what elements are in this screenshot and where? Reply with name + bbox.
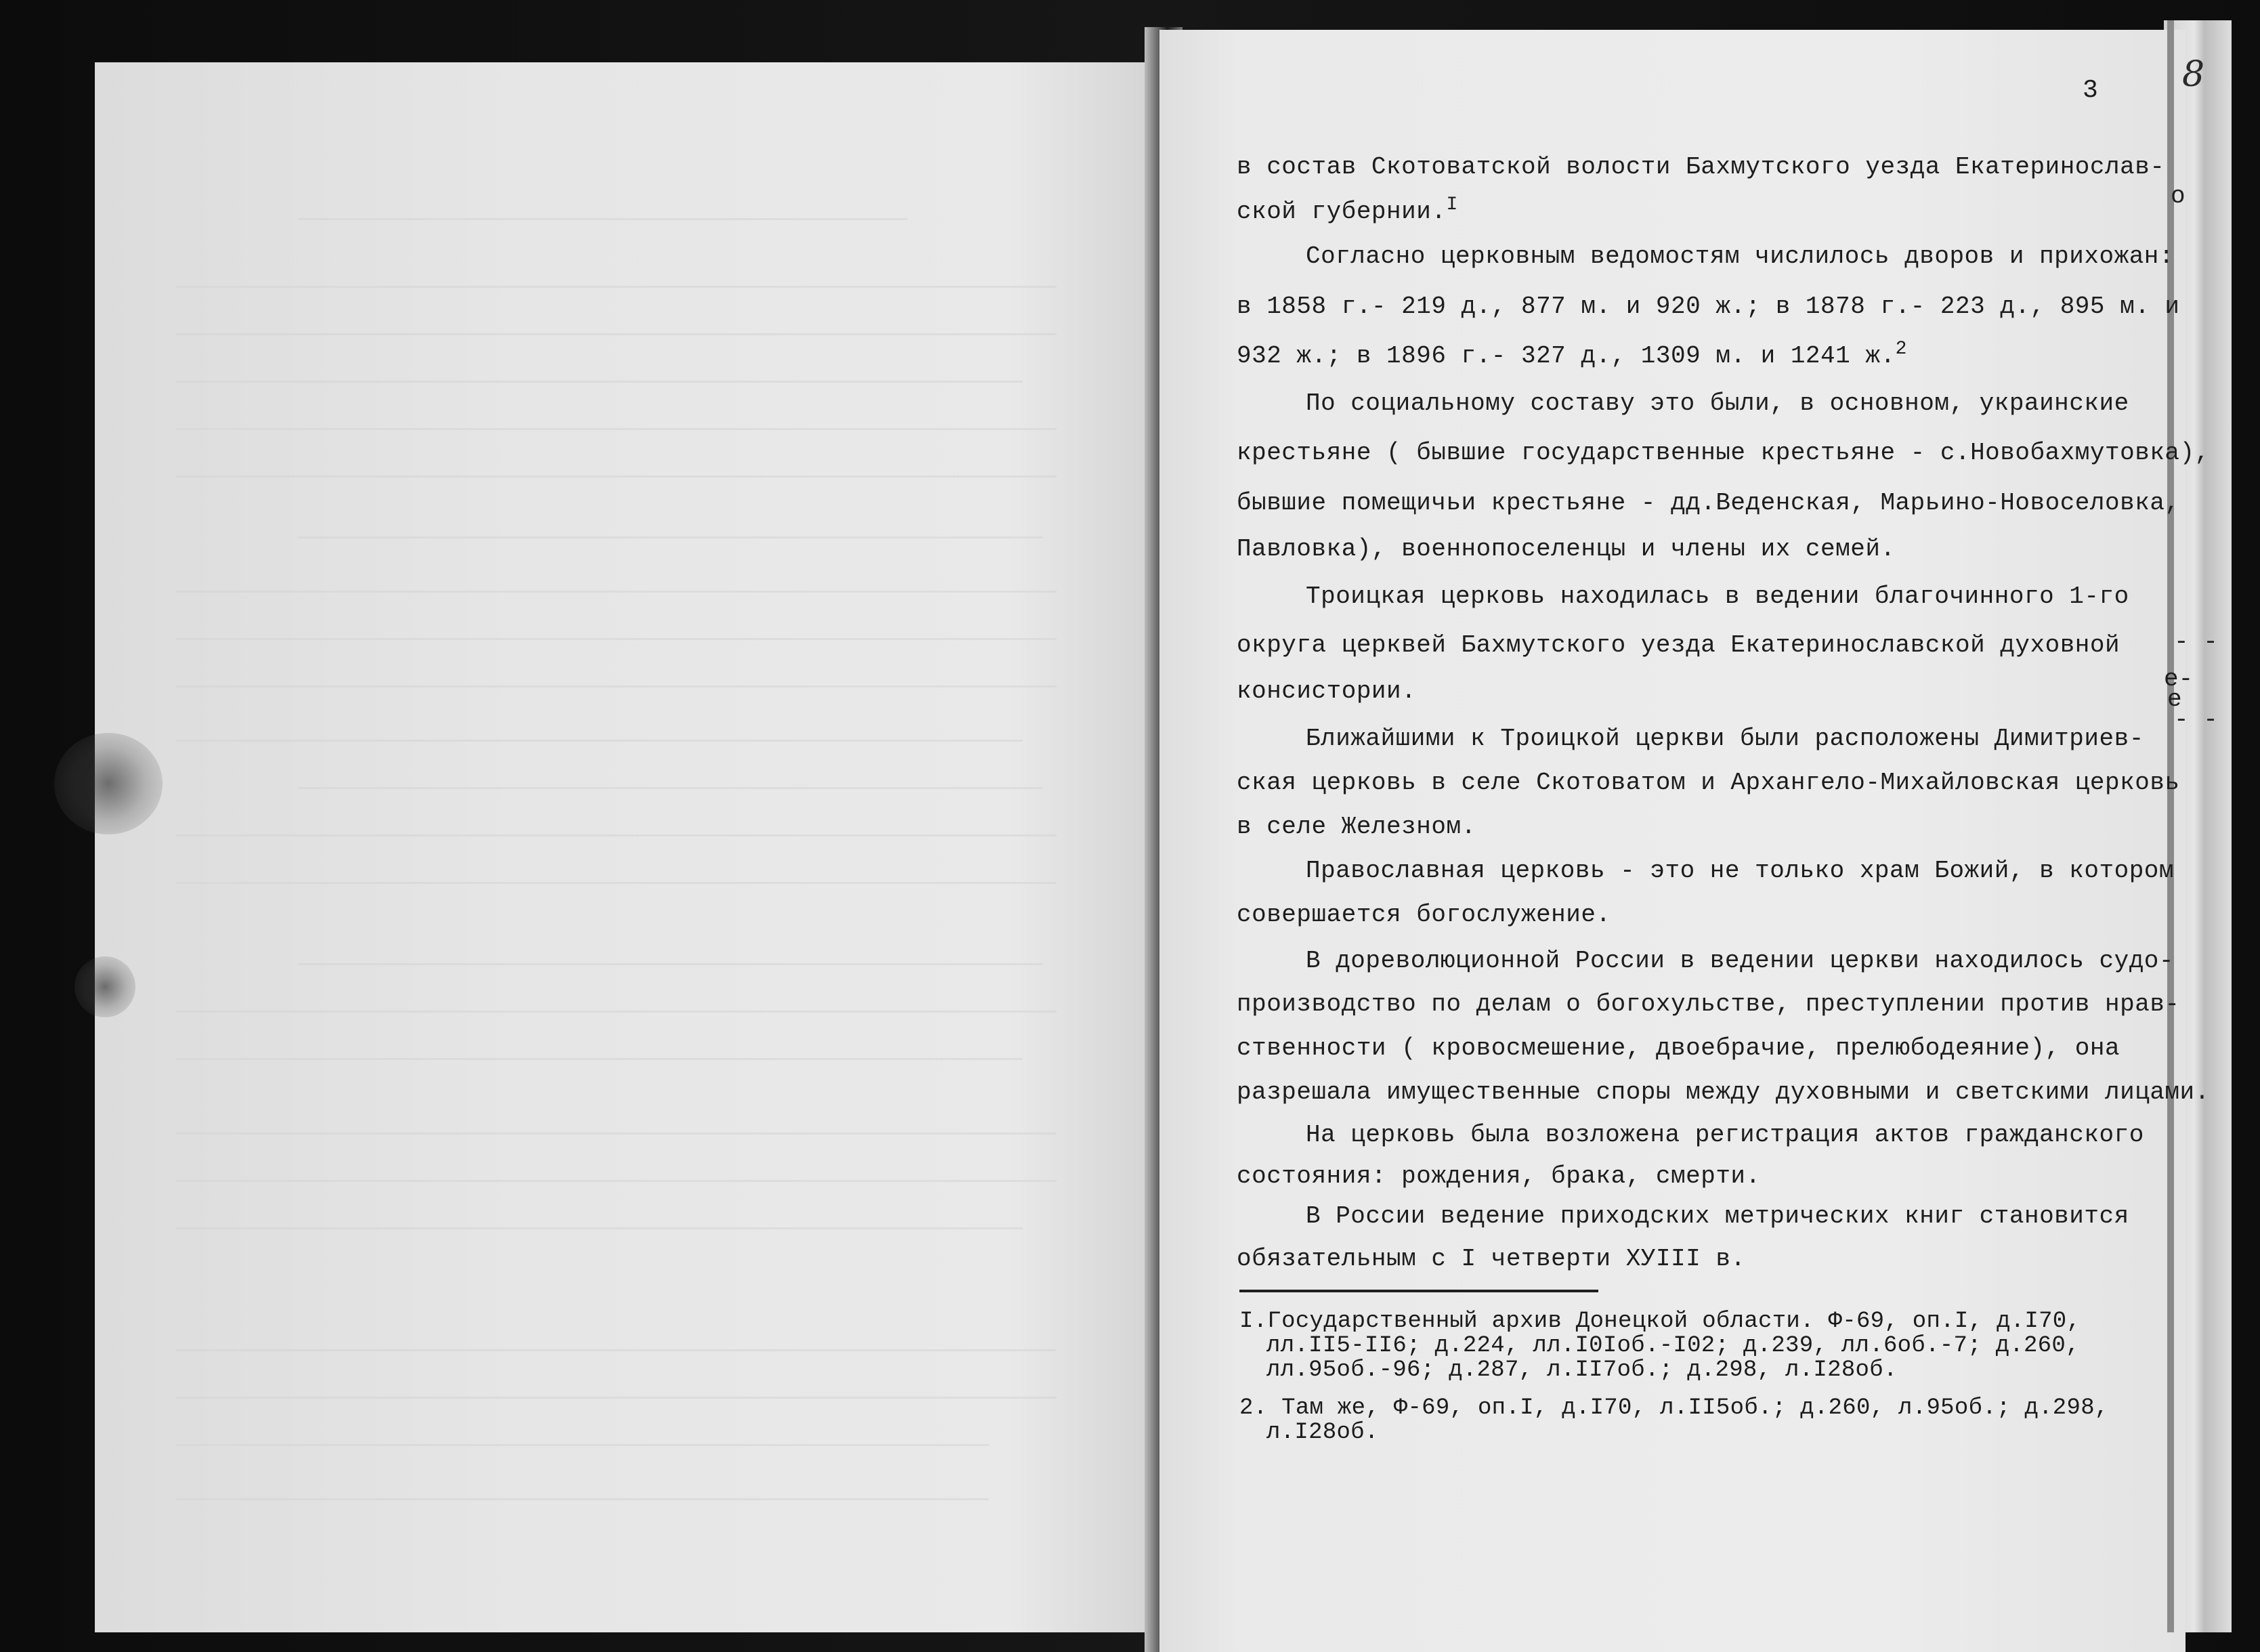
- body-text-line: По социальному составу это были, в основном, украинские: [1306, 389, 2129, 417]
- body-text-line: обязательным с I четверти ХУIII в.: [1237, 1245, 1746, 1273]
- body-text-line: Павловка), военнопоселенцы и члены их семей.: [1237, 535, 1896, 563]
- body-text-line: консистории.: [1237, 677, 1417, 705]
- footnote-line: I.Государственный архив Донецкой области. Ф-69, оп.I, д.I70,: [1239, 1309, 2081, 1334]
- edge-mark: - -: [2174, 628, 2218, 656]
- body-text-line: в 1858 г.- 219 д., 877 м. и 920 ж.; в 1878 г.- 223 д., 895 м. и: [1237, 293, 2180, 320]
- footnote-mark: 2: [1895, 339, 1907, 360]
- ink-stain: [74, 956, 135, 1017]
- body-text-line: крестьяне ( бывшие государственные крестьяне - с.Новобахмутовка),: [1237, 439, 2210, 467]
- body-text-line: Согласно церковным ведомостям числилось дворов и прихожан:: [1306, 242, 2175, 270]
- edge-mark: е: [2167, 685, 2182, 713]
- body-text-line: производство по делам о богохульстве, преступлении против нрав-: [1237, 990, 2180, 1018]
- footnote-line: л.I28об.: [1266, 1420, 1379, 1445]
- edge-mark: о: [2171, 182, 2186, 210]
- body-text-line: разрешала имущественные споры между духовными и светскими лицами.: [1237, 1078, 2210, 1106]
- body-text-line: состояния: рождения, брака, смерти.: [1237, 1162, 1761, 1190]
- body-text-line: совершается богослужение.: [1237, 901, 1611, 929]
- footnote-mark: I: [1446, 194, 1458, 215]
- left-page-blank: [95, 62, 1172, 1632]
- body-text-line: ская церковь в селе Скотоватом и Архангело-Михайловская церковь: [1237, 769, 2180, 797]
- body-text-line: в состав Скотоватской волости Бахмутского уезда Екатеринослав-: [1237, 153, 2165, 181]
- footnote-line: лл.95об.-96; д.287, л.II7об.; д.298, л.I28об.: [1266, 1357, 1898, 1383]
- body-text-line: ской губернии.$^I$: [1237, 194, 1458, 226]
- edge-mark: е-: [2164, 665, 2194, 693]
- body-text-line: В России ведение приходских метрических книг становится: [1306, 1202, 2129, 1230]
- footnote-line: лл.II5-II6; д.224, лл.I0Iоб.-I02; д.239, лл.6об.-7; д.260,: [1266, 1333, 2080, 1359]
- body-text-line: ственности ( кровосмешение, двоебрачие, прелюбодеяние), она: [1237, 1034, 2120, 1062]
- body-text-line: В дореволюционной России в ведении церкви находилось судо-: [1306, 947, 2175, 975]
- ink-stain: [54, 733, 163, 834]
- footnote-separator: [1239, 1290, 1598, 1292]
- page-number: 3: [2083, 76, 2098, 105]
- body-text-line: округа церквей Бахмутского уезда Екатеринославской духовной: [1237, 631, 2120, 659]
- body-text-line: бывшие помещичьи крестьяне - дд.Веденская, Марьино-Новоселовка,: [1237, 489, 2180, 517]
- body-text-line: 932 ж.; в 1896 г.- 327 д., 1309 м. и 1241 ж.$^2$: [1237, 339, 1907, 370]
- footnote-line: 2. Там же, Ф-69, оп.I, д.I70, л.II5об.; д.260, л.95об.; д.298,: [1239, 1395, 2109, 1421]
- body-text-line: На церковь была возложена регистрация актов гражданского: [1306, 1121, 2144, 1149]
- body-text-line: Ближайшими к Троицкой церкви были расположены Димитриев-: [1306, 725, 2144, 753]
- edge-mark: - -: [2174, 706, 2218, 734]
- body-text-line: Троицкая церковь находилась в ведении благочинного 1-го: [1306, 583, 2129, 610]
- body-text-line: в селе Железном.: [1237, 813, 1476, 841]
- body-text-line: Православная церковь - это не только храм Божий, в котором: [1306, 857, 2175, 885]
- handwritten-folio-number: 8: [2182, 54, 2205, 95]
